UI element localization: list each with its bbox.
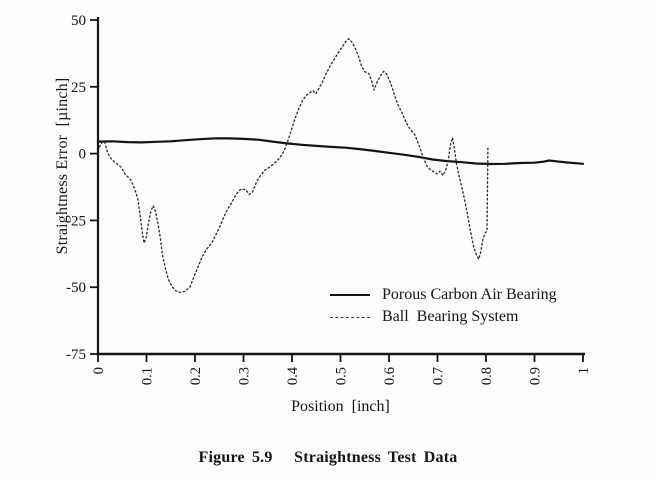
- x-axis-title: Position [inch]: [291, 398, 390, 415]
- solid-line-sample: [330, 294, 370, 296]
- legend-label: Ball Bearing System: [382, 308, 519, 325]
- y-tick-label: -75: [66, 347, 86, 363]
- x-tick-label: 0.7: [430, 367, 447, 386]
- y-tick-label: 0: [78, 146, 86, 163]
- x-tick-label: 0.9: [527, 367, 544, 386]
- dotted-line-sample: [330, 317, 370, 318]
- legend-item-air-bearing: [330, 285, 557, 305]
- x-tick-label: 0.3: [236, 367, 253, 386]
- y-tick-label: 25: [71, 79, 86, 96]
- x-tick-label: 0.1: [139, 367, 156, 386]
- x-tick-label: 1: [576, 367, 593, 375]
- legend: [330, 285, 557, 327]
- x-tick-label: 0.4: [285, 367, 302, 386]
- series-line-porous-carbon-air-bearing: [98, 138, 583, 164]
- x-tick-label: 0.5: [333, 367, 350, 386]
- y-axis-title: Straightness Error [µinch]: [54, 77, 71, 255]
- series-line-ball-bearing-system: [100, 39, 488, 293]
- legend-item-ball-bearing: [330, 307, 557, 327]
- x-tick-label: 0.6: [382, 367, 399, 386]
- y-tick-label: -50: [66, 280, 86, 297]
- x-tick-label: 0.8: [479, 367, 496, 386]
- y-tick-label: -25: [66, 213, 86, 230]
- x-tick-label: 0.2: [188, 367, 205, 386]
- x-tick-label: 0: [91, 367, 108, 375]
- legend-label: Porous Carbon Air Bearing: [382, 286, 557, 303]
- figure-caption: Figure 5.9 Straightness Test Data: [198, 449, 458, 466]
- y-tick-label: 50: [71, 13, 86, 29]
